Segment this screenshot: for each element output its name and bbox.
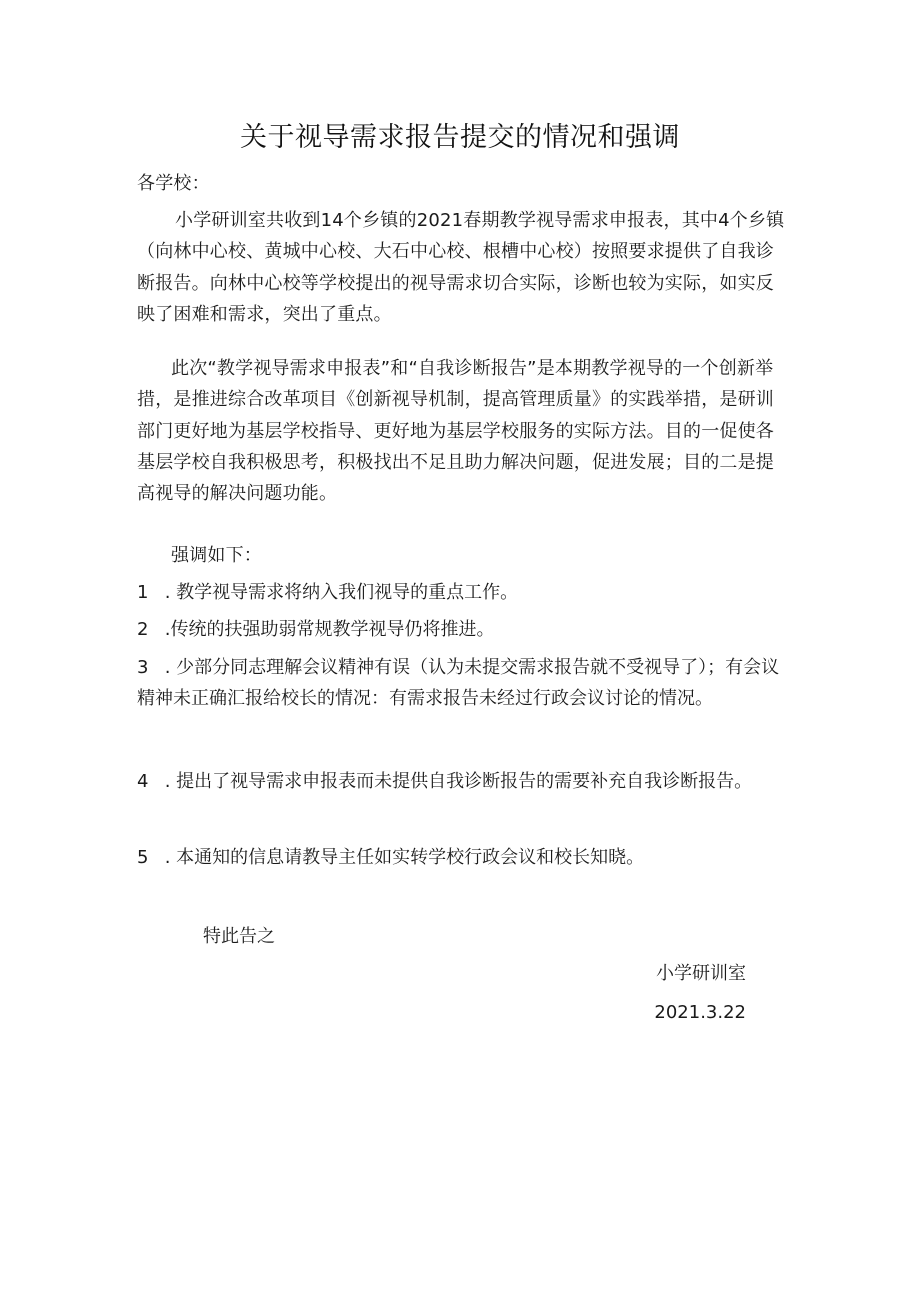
list-item-text: .传统的扶强助弱常规教学视导仍将推进。 xyxy=(159,619,495,640)
list-item xyxy=(137,766,785,797)
list-item xyxy=(137,842,785,873)
closing-remark: 特此告之 xyxy=(203,926,275,947)
list-item xyxy=(137,652,785,715)
list-item-text: . 本通知的信息请教导主任如实转学校行政会议和校长知晓。 xyxy=(159,847,645,868)
document-date: 2021.3.22 xyxy=(654,1002,746,1023)
document-title: 关于视导需求报告提交的情况和强调 xyxy=(240,122,680,153)
paragraph-2: 此次“教学视导需求申报表”和“自我诊断报告”是本期教学视导的一个创新举措，是推进综合改革项目《创新视导机制，提高管理质量》的实践举措，是研训部门更好地为基层学校指导、更好地为基层学校服务的实际方法。目的一促使各基层学校自我积极思考，积极找出不足且助力解决问题，促进发展；目的二是提高视导的解决问题功能。 xyxy=(137,358,774,505)
list-item-text: . 提出了视导需求申报表而未提供自我诊断报告的需要补充自我诊断报告。 xyxy=(159,771,753,792)
list-item-number: 4 xyxy=(137,771,149,792)
list-item-number: 5 xyxy=(137,847,149,868)
list-item-text: . 少部分同志理解会议精神有误（认为未提交需求报告就不受视导了）；有会议精神未正确汇报给校长的情况：有需求报告未经过行政会议讨论的情况。 xyxy=(137,657,780,710)
signer: 小学研训室 xyxy=(656,963,746,984)
list-item-number: 1 xyxy=(137,582,149,603)
paragraph-1: 小学研训室共收到14个乡镇的2021春期教学视导需求申报表，其中4个乡镇（向林中心校、黄城中心校、大石中心校、根槽中心校）按照要求提供了自我诊断报告。向林中心校等学校提出的视导需求切合实际，诊断也较为实际，如实反映了困难和需求，突出了重点。 xyxy=(137,210,785,325)
salutation: 各学校： xyxy=(137,173,210,194)
list-item-number: 2 xyxy=(137,619,149,640)
emphasis-heading: 强调如下： xyxy=(171,545,262,566)
list-item-number: 3 xyxy=(137,657,149,678)
list-item xyxy=(137,614,785,645)
list-item-text: . 教学视导需求将纳入我们视导的重点工作。 xyxy=(159,582,519,603)
list-item xyxy=(137,577,785,608)
